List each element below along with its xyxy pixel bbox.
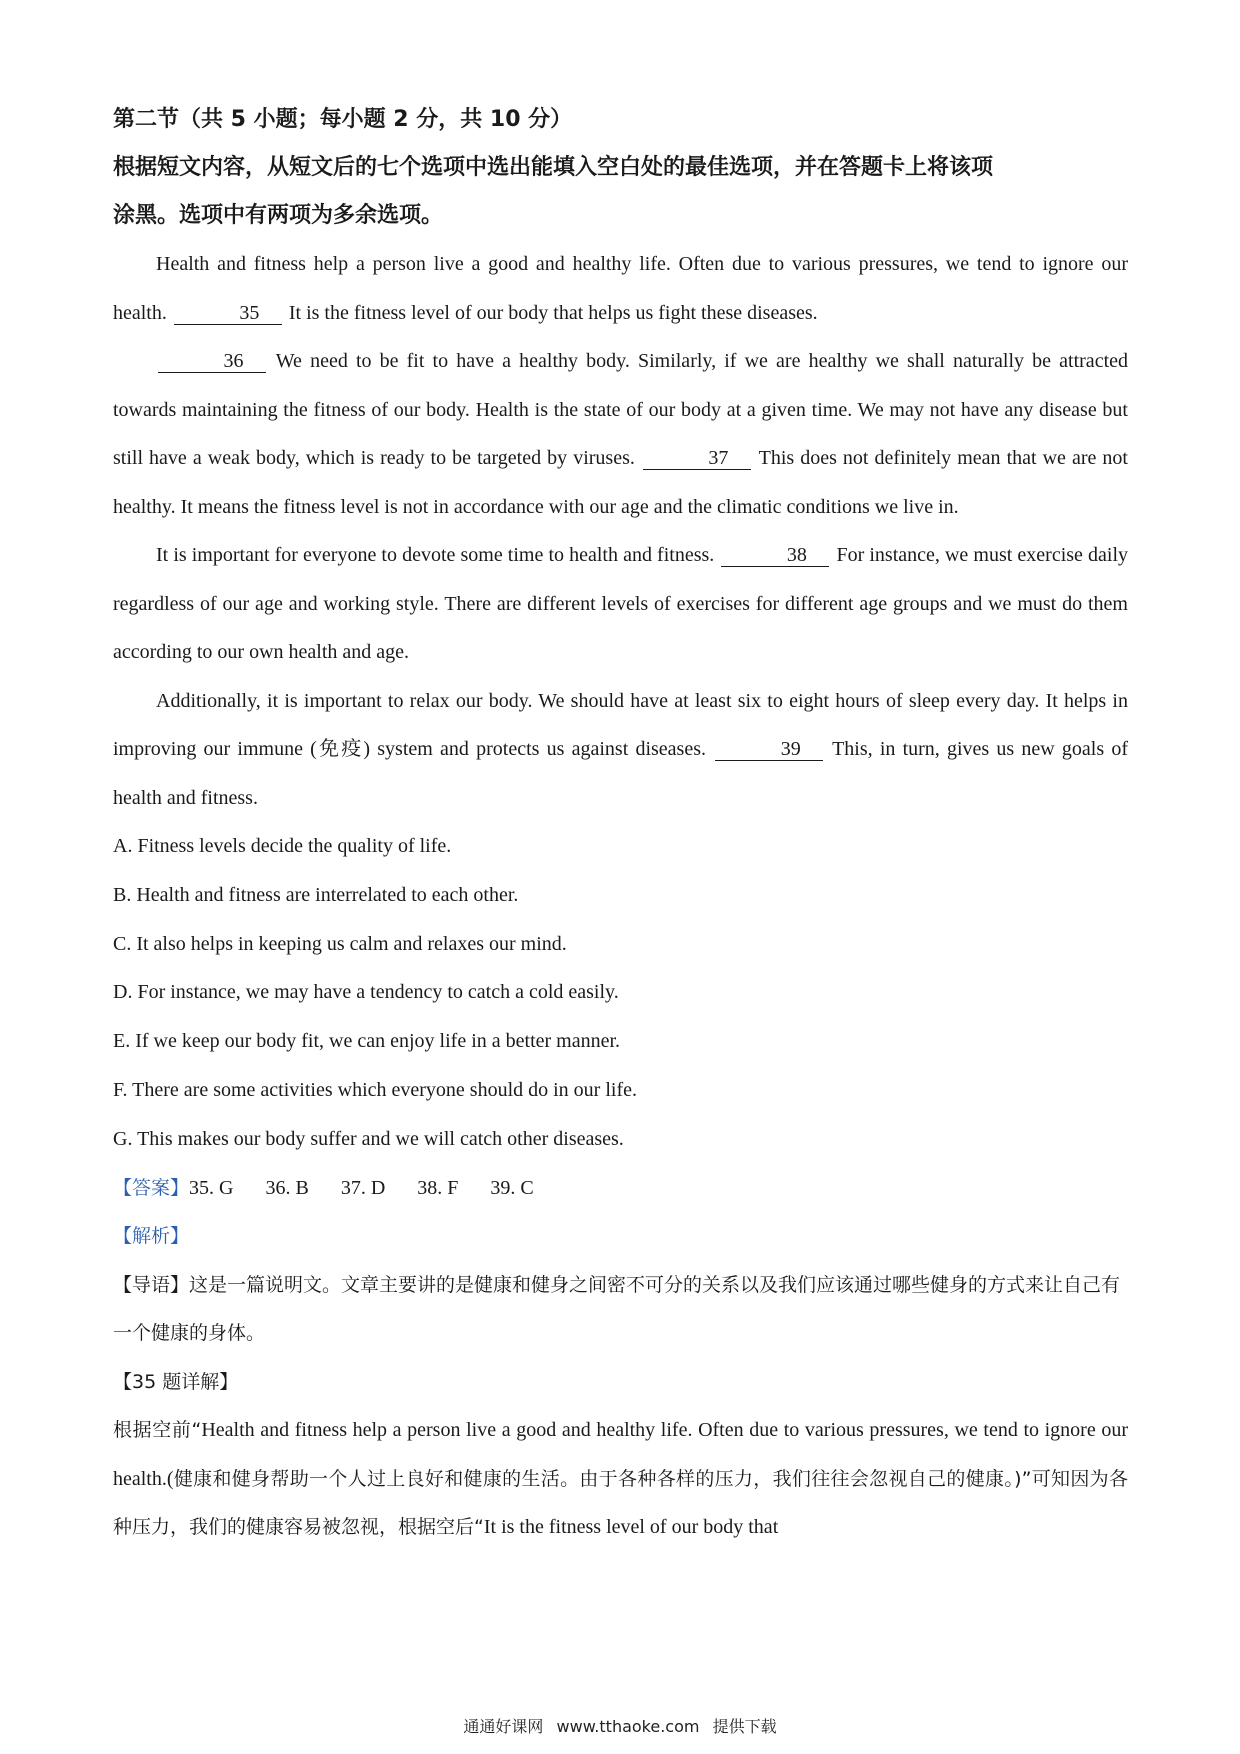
options-list	[113, 822, 1128, 1164]
option-a: A. Fitness levels decide the quality of life.	[113, 835, 452, 857]
answer-item: 37. D	[340, 1176, 386, 1199]
passage-text: Health and fitness help a person live a good and healthy life. Often due to various pressures, we tend to ignore our health.	[113, 253, 1128, 324]
q35-quote: It is the fitness level of our body that	[483, 1516, 779, 1539]
answer-item: 39. C	[490, 1176, 534, 1199]
q35-label: 【35 题详解】	[113, 1370, 239, 1393]
blank-39: 39	[715, 738, 823, 761]
passage-text: Additionally, it is important to relax our body. We should have at least six to eight hours of sleep every day. It helps in improving our immune (免疫) system and protects us against diseases.	[113, 689, 1128, 760]
passage-text: For instance, we must exercise daily regardless of our age and working style. There are different levels of exercises for different age groups and we must do them according to our own health and age.	[113, 544, 1129, 663]
blank-35: 35	[174, 302, 282, 325]
q35-explanation	[113, 1406, 1128, 1552]
q35-quote: Health and fitness help a person live a good and healthy life. Often due to various pressures, we tend to ignore our health.(	[113, 1419, 1128, 1490]
passage-text: It is the fitness level of our body that helps us fight these diseases.	[288, 301, 818, 324]
answer-item: 38. F	[417, 1176, 459, 1199]
q35-text: )”可知因为各种压力，我们的健康容易被忽视，根据空后“	[113, 1467, 1128, 1539]
guide-paragraph	[113, 1261, 1128, 1358]
footer-url[interactable]: www.tthaoke.com	[556, 1717, 700, 1736]
option-d: D. For instance, we may have a tendency to catch a cold easily.	[113, 981, 619, 1004]
option-f: F. There are some activities which everyone should do in our life.	[113, 1078, 637, 1101]
analysis-label: 【解析】	[113, 1225, 190, 1248]
answer-line	[113, 1164, 1128, 1213]
footer-action: 提供下载	[712, 1717, 777, 1736]
option-c: C. It also helps in keeping us calm and relaxes our mind.	[113, 932, 567, 955]
passage-paragraph-2	[113, 337, 1128, 531]
passage-text: It is important for everyone to devote some time to health and fitness.	[156, 544, 715, 566]
document-page	[113, 96, 1128, 1552]
instruction-line-2: 涂黑。选项中有两项为多余选项。	[113, 203, 444, 228]
q35-translation: 健康和健身帮助一个人过上良好和健康的生活。由于各种各样的压力，我们往往会忽视自己的健康。	[173, 1467, 1015, 1490]
option-g: G. This makes our body suffer and we will catch other diseases.	[113, 1127, 624, 1150]
passage-text: This does not definitely mean that we are not healthy. It means the fitness level is not in accordance with our age and the climatic conditions we live in.	[113, 447, 1128, 518]
footer-site: 通通好课网	[463, 1717, 544, 1736]
instruction-line-1: 根据短文内容，从短文后的七个选项中选出能填入空白处的最佳选项，并在答题卡上将该项	[113, 155, 994, 180]
blank-37: 37	[643, 447, 751, 470]
passage-paragraph-1	[113, 240, 1128, 337]
option-e: E. If we keep our body fit, we can enjoy life in a better manner.	[113, 1030, 621, 1053]
answer-item: 36. B	[265, 1176, 309, 1199]
blank-38: 38	[721, 544, 829, 567]
section-heading: 第二节（共 5 小题；每小题 2 分，共 10 分）	[113, 107, 573, 132]
page-footer	[0, 1714, 1240, 1737]
passage-paragraph-4	[113, 677, 1128, 823]
passage-text: We need to be fit to have a healthy body. Similarly, if we are healthy we shall naturally be attracted towards maintaining the fitness of our body. Health is the state of our body at a given time. We may not have any disease but still have a weak body, which is ready to be targeted by viruses.	[113, 350, 1128, 469]
answer-label: 【答案】	[113, 1176, 190, 1199]
blank-36: 36	[158, 350, 266, 373]
guide-label: 【导语】	[113, 1273, 190, 1296]
guide-text: 这是一篇说明文。文章主要讲的是健康和健身之间密不可分的关系以及我们应该通过哪些健身的方式来让自己有一个健康的身体。	[113, 1273, 1121, 1345]
q35-text: 根据空前“	[113, 1419, 202, 1442]
passage-text: This, in turn, gives us new goals of health and fitness.	[113, 738, 1129, 809]
answer-item: 35. G	[189, 1176, 234, 1199]
option-b: B. Health and fitness are interrelated to each other.	[113, 883, 519, 906]
passage-paragraph-3	[113, 531, 1128, 677]
